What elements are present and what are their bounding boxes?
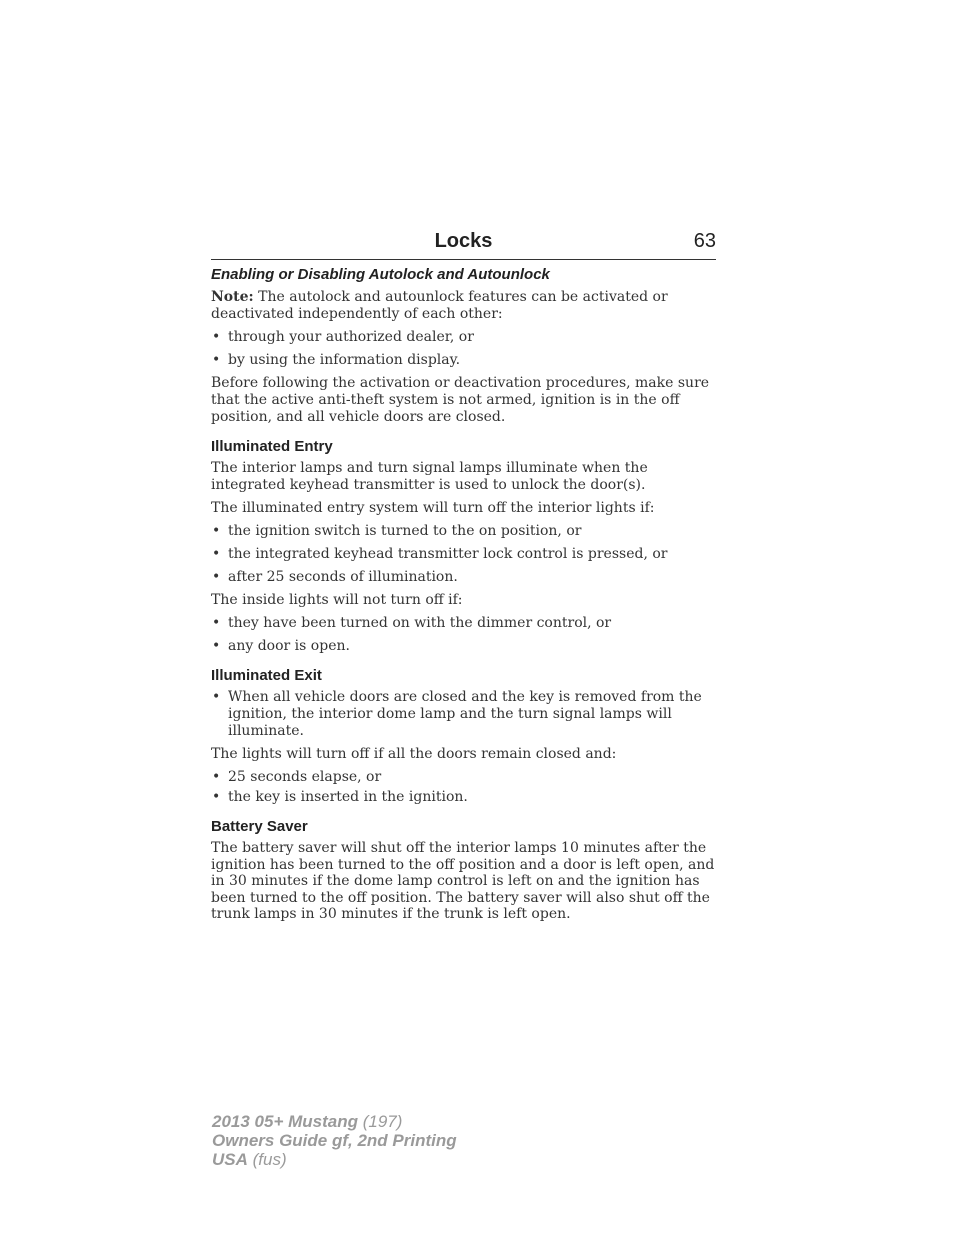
footer-line-1 [212, 1112, 457, 1131]
list-item: • through your authorized dealer, or [211, 329, 716, 346]
autolock-list [211, 329, 716, 369]
note-text: The autolock and autounlock features can be activated or deactivated independently of each other: [211, 289, 668, 322]
footer-line-3 [212, 1150, 457, 1169]
page-content [211, 266, 716, 929]
list-item: • by using the information display. [211, 352, 716, 369]
note-label: Note: [211, 289, 254, 305]
entry-list-1 [211, 523, 716, 586]
footer-market-code: (fus) [247, 1150, 287, 1169]
autolock-paragraph: Before following the activation or deactivation procedures, make sure that the active anti-theft system is not armed, ignition is in the off position, and all vehicle doors are closed. [211, 375, 710, 425]
list-item: • the key is inserted in the ignition. [211, 789, 716, 806]
list-item: • after 25 seconds of illumination. [211, 569, 716, 586]
battery-saver-paragraph: The battery saver will shut off the interior lamps 10 minutes after the ignition has been turned to the off position and a door is left open, and in 30 minutes if the dome lamp control is left on and the ignition has been turned to the off position. The battery saver will also shut off the trunk lamps in 30 minutes if the trunk is left open. [211, 840, 715, 922]
list-item: • 25 seconds elapse, or [211, 769, 716, 786]
exit-paragraph: The lights will turn off if all the doors remain closed and: [211, 746, 617, 762]
section-heading-autolock: Enabling or Disabling Autolock and Autounlock [211, 266, 550, 283]
list-item: • When all vehicle doors are closed and the key is removed from the ignition, the interior dome lamp and the turn signal lamps will illuminate. [211, 689, 716, 740]
list-item: • the ignition switch is turned to the on position, or [211, 523, 716, 540]
page-footer [212, 1112, 457, 1169]
list-item: • the integrated keyhead transmitter lock control is pressed, or [211, 546, 716, 563]
page-number: 63 [693, 230, 716, 252]
entry-list-2 [211, 615, 716, 655]
exit-list-1 [211, 689, 716, 740]
footer-model-code: (197) [358, 1112, 403, 1131]
footer-market: USA [212, 1150, 248, 1169]
note-paragraph [211, 289, 716, 323]
entry-paragraph-1: The interior lamps and turn signal lamps illuminate when the integrated keyhead transmitter is used to unlock the door(s). [211, 460, 648, 493]
footer-line-2 [212, 1131, 457, 1150]
list-item: • any door is open. [211, 638, 716, 655]
entry-paragraph-3: The inside lights will not turn off if: [211, 592, 463, 608]
entry-paragraph-2: The illuminated entry system will turn off the interior lights if: [211, 500, 655, 516]
list-item: • they have been turned on with the dimmer control, or [211, 615, 716, 632]
page-title: Locks [434, 230, 493, 252]
section-heading-illuminated-exit: Illuminated Exit [211, 667, 322, 684]
exit-list-2 [211, 769, 716, 806]
footer-guide: Owners Guide gf, 2nd Printing [212, 1131, 457, 1150]
footer-model: 2013 05+ Mustang [212, 1112, 358, 1131]
section-heading-illuminated-entry: Illuminated Entry [211, 438, 333, 455]
section-heading-battery-saver: Battery Saver [211, 818, 308, 835]
page-header [211, 230, 716, 260]
